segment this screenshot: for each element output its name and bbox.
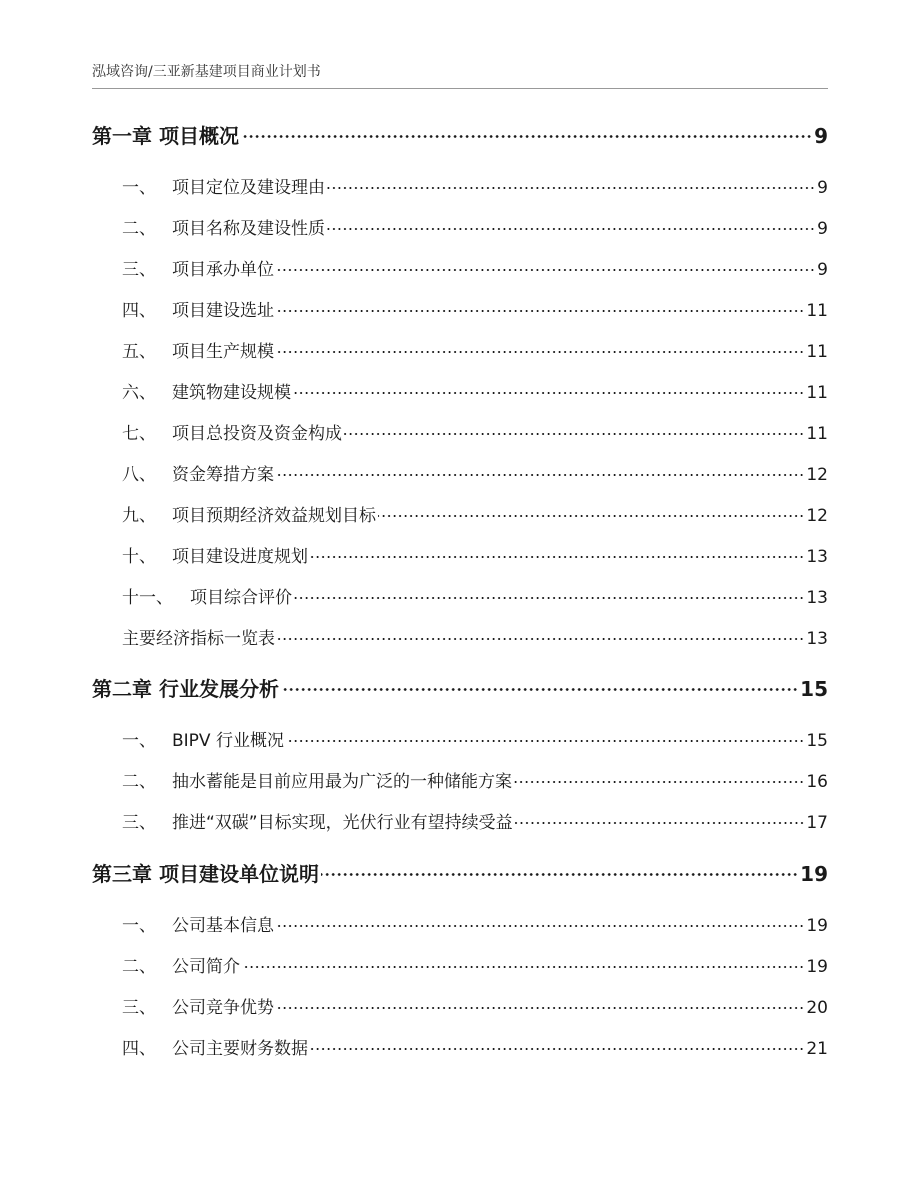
dot-leader	[276, 269, 815, 271]
entry-number: 十、	[122, 547, 156, 567]
dot-leader	[276, 310, 804, 312]
dot-leader	[293, 392, 804, 394]
entry-number: 五、	[122, 342, 156, 362]
entry-title: 项目名称及建设性质	[172, 219, 325, 239]
entry-title: 公司简介	[172, 957, 240, 977]
page-number: 13	[806, 629, 828, 649]
dot-leader	[310, 556, 804, 558]
page-number: 15	[800, 677, 828, 701]
toc-entry[interactable]	[122, 339, 828, 365]
toc-entry[interactable]	[122, 175, 828, 201]
dot-leader	[327, 187, 815, 189]
entry-number: 四、	[122, 301, 156, 321]
page-number: 9	[817, 219, 828, 239]
page-number: 13	[806, 588, 828, 608]
page-number: 15	[806, 731, 828, 751]
entry-label	[122, 503, 376, 529]
entry-number: 十一、	[122, 588, 173, 608]
entry-label	[122, 1036, 308, 1062]
entry-number: 三、	[122, 813, 156, 833]
toc-entry[interactable]	[122, 626, 828, 652]
page-number: 13	[806, 547, 828, 567]
entry-number: 三、	[122, 260, 156, 280]
entry-title: 建筑物建设规模	[172, 383, 291, 403]
entry-title: 项目建设选址	[172, 301, 274, 321]
entry-number: 四、	[122, 1039, 156, 1059]
entry-number: 二、	[122, 219, 156, 239]
toc-entry[interactable]	[122, 421, 828, 447]
dot-leader	[327, 228, 815, 230]
entry-label	[122, 339, 274, 365]
entry-title: 项目建设进度规划	[172, 547, 308, 567]
entry-label	[122, 626, 275, 652]
entry-title: 项目综合评价	[190, 588, 292, 608]
page-number: 19	[806, 916, 828, 936]
entry-number: 六、	[122, 383, 156, 403]
entry-title: 资金筹措方案	[172, 465, 274, 485]
toc-entry[interactable]	[122, 380, 828, 406]
toc-entry[interactable]	[122, 728, 828, 754]
toc-chapter-2[interactable]	[92, 675, 828, 703]
entry-title: 项目定位及建设理由	[172, 178, 325, 198]
page-number: 19	[806, 957, 828, 977]
dot-leader	[276, 351, 804, 353]
page-number: 12	[806, 465, 828, 485]
entry-title: 主要经济指标一览表	[122, 629, 275, 649]
dot-leader	[344, 433, 804, 435]
toc-entry[interactable]	[122, 769, 828, 795]
toc-entry[interactable]	[122, 503, 828, 529]
entry-label	[122, 913, 274, 939]
toc-entry[interactable]	[122, 257, 828, 283]
dot-leader	[514, 781, 804, 783]
chapter-title: 第二章 行业发展分析	[92, 677, 279, 701]
entry-title: 项目生产规模	[172, 342, 274, 362]
dot-leader	[241, 135, 812, 138]
entry-number: 三、	[122, 998, 156, 1018]
dot-leader	[276, 1007, 804, 1009]
page-number: 17	[806, 813, 828, 833]
entry-label	[122, 954, 240, 980]
entry-label	[122, 421, 342, 447]
toc-chapter-3[interactable]	[92, 860, 828, 888]
page-number: 16	[806, 772, 828, 792]
entry-title: 项目预期经济效益规划目标	[172, 506, 376, 526]
entry-title: 公司主要财务数据	[172, 1039, 308, 1059]
entry-title: 推进“双碳”目标实现，光伏行业有望持续受益	[172, 813, 513, 833]
dot-leader	[286, 740, 804, 742]
page-number: 11	[806, 424, 828, 444]
entry-label	[122, 175, 325, 201]
chapter-title: 第一章 项目概况	[92, 124, 239, 148]
dot-leader	[281, 688, 798, 691]
entry-title: BIPV 行业概况	[172, 731, 284, 751]
dot-leader	[276, 474, 804, 476]
page-number: 21	[806, 1039, 828, 1059]
toc-entry[interactable]	[122, 995, 828, 1021]
toc-entry[interactable]	[122, 544, 828, 570]
entry-title: 公司竞争优势	[172, 998, 274, 1018]
page-number: 19	[800, 862, 828, 886]
page-number: 9	[817, 260, 828, 280]
entry-label	[122, 216, 325, 242]
page-number: 11	[806, 342, 828, 362]
entry-label	[122, 298, 274, 324]
entry-label	[122, 380, 291, 406]
entry-title: 项目总投资及资金构成	[172, 424, 342, 444]
dot-leader	[378, 515, 804, 517]
dot-leader	[321, 873, 798, 876]
entry-label	[122, 728, 284, 754]
entry-number: 一、	[122, 178, 156, 198]
entry-label	[122, 995, 274, 1021]
entry-label	[122, 544, 308, 570]
page-number: 20	[806, 998, 828, 1018]
dot-leader	[294, 597, 804, 599]
page-number: 11	[806, 301, 828, 321]
entry-number: 七、	[122, 424, 156, 444]
toc-entry[interactable]	[122, 810, 828, 836]
toc-chapter-1[interactable]	[92, 122, 828, 150]
toc-entry[interactable]	[122, 462, 828, 488]
entry-number: 二、	[122, 957, 156, 977]
entry-label	[122, 585, 292, 611]
entry-number: 二、	[122, 772, 156, 792]
toc-entry[interactable]	[122, 216, 828, 242]
dot-leader	[276, 925, 804, 927]
header-text: 泓域咨询/三亚新基建项目商业计划书	[92, 64, 321, 80]
entry-title: 抽水蓄能是目前应用最为广泛的一种储能方案	[172, 772, 512, 792]
dot-leader	[242, 966, 804, 968]
dot-leader	[515, 822, 805, 824]
page-number: 9	[817, 178, 828, 198]
chapter-title: 第三章 项目建设单位说明	[92, 862, 319, 886]
entry-title: 公司基本信息	[172, 916, 274, 936]
entry-label	[122, 810, 513, 836]
dot-leader	[277, 638, 804, 640]
toc-entry[interactable]	[122, 1036, 828, 1062]
dot-leader	[310, 1048, 804, 1050]
page-number: 11	[806, 383, 828, 403]
entry-label	[122, 462, 274, 488]
entry-title: 项目承办单位	[172, 260, 274, 280]
entry-label	[122, 769, 512, 795]
toc-entry[interactable]	[122, 298, 828, 324]
toc-entry[interactable]	[122, 913, 828, 939]
page-number: 9	[814, 124, 828, 148]
entry-number: 八、	[122, 465, 156, 485]
entry-number: 一、	[122, 731, 156, 751]
entry-label	[122, 257, 274, 283]
running-header	[92, 62, 828, 89]
entry-number: 一、	[122, 916, 156, 936]
entry-number: 九、	[122, 506, 156, 526]
toc-entry[interactable]	[122, 585, 828, 611]
toc-entry[interactable]	[122, 954, 828, 980]
page-number: 12	[806, 506, 828, 526]
